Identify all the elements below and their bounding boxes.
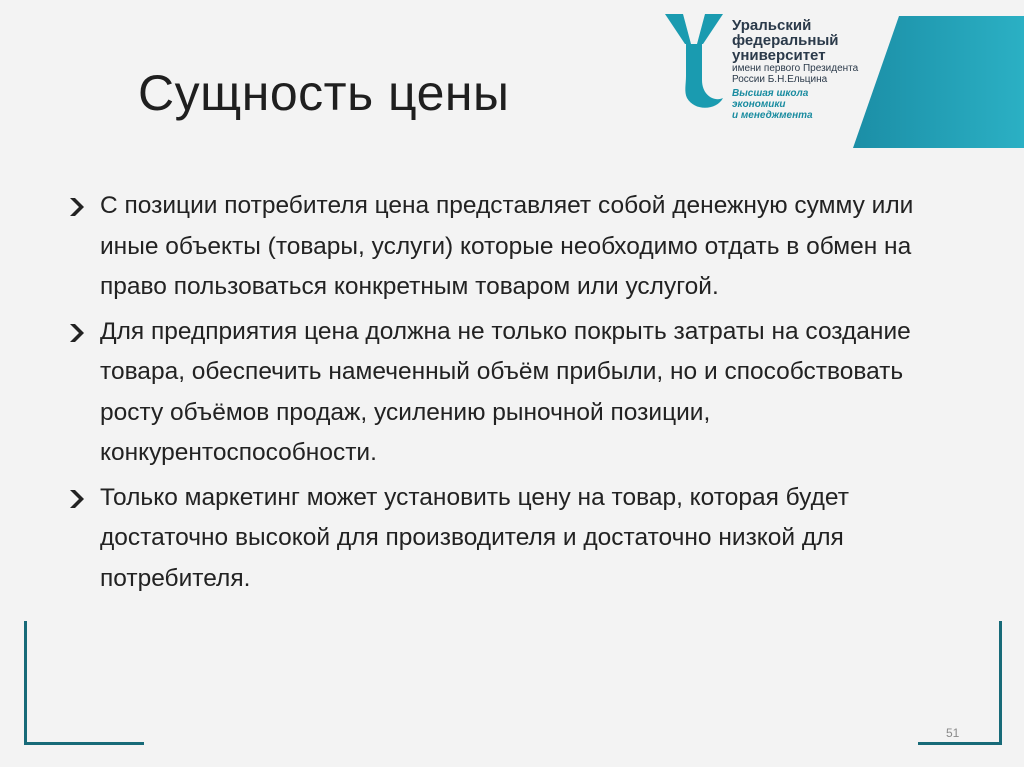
slide-title: Сущность цены [138,65,510,121]
chevron-right-icon [68,197,90,217]
logo-school-2: экономики [732,99,786,110]
bullet-text: Только маркетинг может установить цену на товар, которая будет достаточно высокой для производителя и достаточно низкой для потребителя. [100,483,849,592]
logo-line-2: федеральный [732,32,839,49]
logo-sub-2: России Б.Н.Ельцина [732,74,828,85]
bullet-item [68,312,968,474]
logo-line-1: Уральский [732,17,812,34]
logo-line-3: университет [732,47,826,64]
page-number: 51 [946,726,960,740]
bullet-text: С позиции потребителя цена представляет собой денежную сумму или иные объекты (товары, услуги) которые необходимо отдать в обмен на право пользоваться конкретным товаром или услугой. [100,192,914,300]
bullet-list [68,186,968,603]
logo-school-1: Высшая школа [732,88,809,99]
logo-text [732,18,882,121]
frame-right-line [999,621,1002,745]
logo-sub-1: имени первого Президента [732,63,859,74]
frame-left-line [24,621,27,745]
urfu-logo-icon [665,14,723,112]
frame-right-bottom-line [918,742,1002,745]
bullet-text: Для предприятия цена должна не только покрыть затраты на создание товара, обеспечить намеченный объём прибыли, но и способствовать росту объёмов продаж, усилению рыночной позиции, конкурентоспособности. [100,317,911,466]
frame-left-bottom-line [24,742,144,745]
chevron-right-icon [68,489,90,509]
bullet-item [68,186,968,308]
chevron-right-icon [68,323,90,343]
bullet-item [68,478,968,600]
logo-school-3: и менеджмента [732,110,813,121]
university-logo [660,0,1024,148]
